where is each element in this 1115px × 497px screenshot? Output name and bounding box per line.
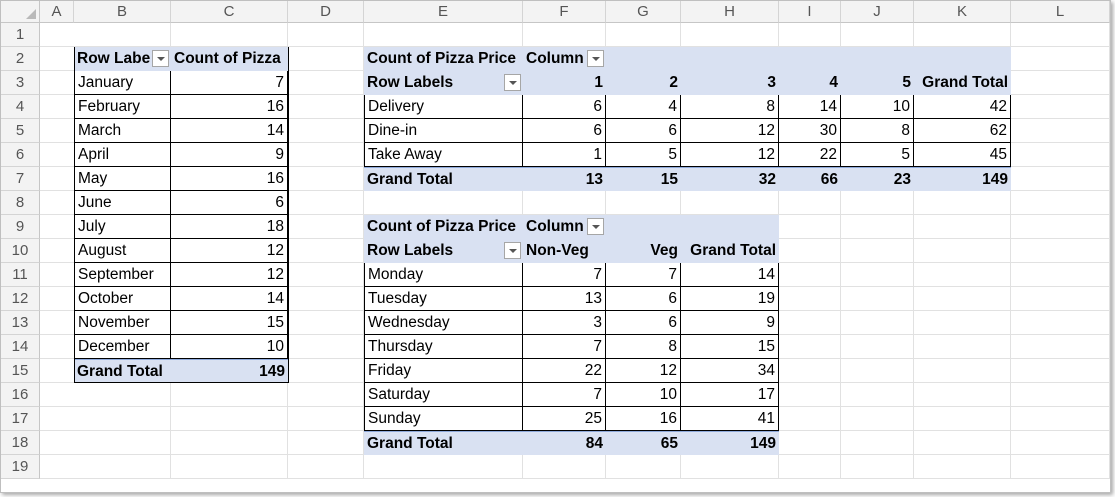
column-header-a[interactable]: A (40, 1, 74, 23)
order-type-value[interactable]: 6 (606, 119, 681, 143)
pivot-month-header-count[interactable]: Count of Pizza (171, 47, 288, 71)
column-header-i[interactable]: I (779, 1, 841, 23)
column-header-l[interactable]: L (1011, 1, 1110, 23)
month-count[interactable]: 16 (171, 167, 288, 191)
day-value[interactable]: 7 (523, 383, 606, 407)
month-count[interactable]: 6 (171, 191, 288, 215)
pivot-day-row-labels[interactable]: Row Labels (364, 239, 523, 263)
month-count[interactable]: 12 (171, 239, 288, 263)
pivot-day-grand-total-value[interactable]: 149 (681, 431, 779, 455)
column-header-e[interactable]: E (364, 1, 523, 23)
day-value[interactable]: 8 (606, 335, 681, 359)
pivot-day-col-header[interactable]: Grand Total (681, 239, 779, 263)
order-type-value[interactable]: 5 (606, 143, 681, 167)
column-header-d[interactable]: D (288, 1, 364, 23)
order-type-label[interactable]: Dine-in (364, 119, 523, 143)
order-type-value[interactable]: 30 (779, 119, 841, 143)
pivot-type-grand-total-value[interactable]: 23 (841, 167, 914, 191)
day-value[interactable]: 25 (523, 407, 606, 431)
order-type-value[interactable]: 5 (841, 143, 914, 167)
order-type-value[interactable]: 62 (914, 119, 1011, 143)
pivot-type-grand-total-value[interactable]: 13 (523, 167, 606, 191)
row-labels-filter-dropdown[interactable] (504, 242, 521, 259)
pivot-day-grand-total-value[interactable]: 65 (606, 431, 681, 455)
order-type-value[interactable]: 12 (681, 119, 779, 143)
row-header-8[interactable]: 8 (1, 191, 40, 215)
column-header-c[interactable]: C (171, 1, 288, 23)
pivot-type-header-fill (841, 47, 914, 71)
pivot-type-col-header[interactable]: 2 (606, 71, 681, 95)
day-value[interactable]: 15 (681, 335, 779, 359)
pivot-day-title[interactable]: Count of Pizza Price (364, 215, 523, 239)
day-value[interactable]: 7 (606, 263, 681, 287)
row-header-14[interactable]: 14 (1, 335, 40, 359)
row-labels-filter-dropdown[interactable] (152, 50, 169, 67)
pivot-type-header-fill (606, 47, 681, 71)
pivot-month-header-row-labels[interactable]: Row Labe (74, 47, 171, 71)
row-header-5[interactable]: 5 (1, 119, 40, 143)
month-label[interactable]: December (74, 335, 171, 359)
day-value[interactable]: 14 (681, 263, 779, 287)
pivot-day-header-fill (681, 215, 779, 239)
day-value[interactable]: 6 (606, 287, 681, 311)
order-type-label[interactable]: Delivery (364, 95, 523, 119)
pivot-month-grand-total-label[interactable]: Grand Total (74, 359, 171, 383)
pivot-type-col-header[interactable]: Grand Total (914, 71, 1011, 95)
order-type-value[interactable]: 1 (523, 143, 606, 167)
row-header-2[interactable]: 2 (1, 47, 40, 71)
order-type-value[interactable]: 45 (914, 143, 1011, 167)
month-label[interactable]: July (74, 215, 171, 239)
pivot-type-col-header[interactable]: 4 (779, 71, 841, 95)
month-label[interactable]: October (74, 287, 171, 311)
pivot-type-col-header[interactable]: 3 (681, 71, 779, 95)
order-type-value[interactable]: 8 (841, 119, 914, 143)
month-count[interactable]: 12 (171, 263, 288, 287)
column-header-f[interactable]: F (523, 1, 606, 23)
day-value[interactable]: 34 (681, 359, 779, 383)
day-value[interactable]: 22 (523, 359, 606, 383)
pivot-type-row-labels[interactable]: Row Labels (364, 71, 523, 95)
row-header-9[interactable]: 9 (1, 215, 40, 239)
pivot-type-col-header[interactable]: 1 (523, 71, 606, 95)
row-header-4[interactable]: 4 (1, 95, 40, 119)
row-header-10[interactable]: 10 (1, 239, 40, 263)
pivot-day-col-header[interactable]: Non-Veg (523, 239, 606, 263)
order-type-value[interactable]: 14 (779, 95, 841, 119)
row-header-1[interactable]: 1 (1, 23, 40, 47)
order-type-value[interactable]: 8 (681, 95, 779, 119)
day-value[interactable]: 6 (606, 311, 681, 335)
row-header-13[interactable]: 13 (1, 311, 40, 335)
row-header-6[interactable]: 6 (1, 143, 40, 167)
month-count[interactable]: 15 (171, 311, 288, 335)
column-header-b[interactable]: B (74, 1, 171, 23)
day-label[interactable]: Thursday (364, 335, 523, 359)
month-label[interactable]: August (74, 239, 171, 263)
pivot-day-columns-label[interactable]: Column (523, 215, 606, 239)
day-value[interactable]: 10 (606, 383, 681, 407)
row-header-15[interactable]: 15 (1, 359, 40, 383)
day-label[interactable]: Monday (364, 263, 523, 287)
day-value[interactable]: 12 (606, 359, 681, 383)
day-value[interactable]: 7 (523, 263, 606, 287)
row-labels-filter-dropdown[interactable] (504, 74, 521, 91)
day-label[interactable]: Friday (364, 359, 523, 383)
month-count[interactable]: 14 (171, 287, 288, 311)
pivot-type-header-fill (779, 47, 841, 71)
gridline-horizontal (40, 478, 1110, 479)
month-count[interactable]: 14 (171, 119, 288, 143)
month-label[interactable]: January (74, 71, 171, 95)
order-type-value[interactable]: 4 (606, 95, 681, 119)
month-label[interactable]: February (74, 95, 171, 119)
order-type-value[interactable]: 12 (681, 143, 779, 167)
month-label[interactable]: May (74, 167, 171, 191)
month-count[interactable]: 9 (171, 143, 288, 167)
month-count[interactable]: 10 (171, 335, 288, 359)
row-header-19[interactable]: 19 (1, 455, 40, 479)
day-label[interactable]: Tuesday (364, 287, 523, 311)
day-value[interactable]: 7 (523, 335, 606, 359)
row-header-7[interactable]: 7 (1, 167, 40, 191)
day-label[interactable]: Wednesday (364, 311, 523, 335)
month-count[interactable]: 16 (171, 95, 288, 119)
month-count[interactable]: 18 (171, 215, 288, 239)
day-value[interactable]: 16 (606, 407, 681, 431)
order-type-value[interactable]: 6 (523, 95, 606, 119)
column-header-h[interactable]: H (681, 1, 779, 23)
column-labels-filter-dropdown[interactable] (587, 50, 604, 67)
order-type-value[interactable]: 22 (779, 143, 841, 167)
row-header-17[interactable]: 17 (1, 407, 40, 431)
row-header-18[interactable]: 18 (1, 431, 40, 455)
day-value[interactable]: 3 (523, 311, 606, 335)
day-label[interactable]: Sunday (364, 407, 523, 431)
pivot-type-columns-label[interactable]: Column (523, 47, 606, 71)
order-type-value[interactable]: 10 (841, 95, 914, 119)
day-value[interactable]: 13 (523, 287, 606, 311)
day-label[interactable]: Saturday (364, 383, 523, 407)
pivot-type-col-header[interactable]: 5 (841, 71, 914, 95)
column-header-g[interactable]: G (606, 1, 681, 23)
row-header-12[interactable]: 12 (1, 287, 40, 311)
month-label[interactable]: April (74, 143, 171, 167)
month-label[interactable]: September (74, 263, 171, 287)
pivot-type-grand-total-label[interactable]: Grand Total (364, 167, 523, 191)
pivot-type-header-fill (914, 47, 1011, 71)
row-header-11[interactable]: 11 (1, 263, 40, 287)
pivot-type-grand-total-value[interactable]: 15 (606, 167, 681, 191)
order-type-label[interactable]: Take Away (364, 143, 523, 167)
pivot-type-header-fill (681, 47, 779, 71)
pivot-day-grand-total-label[interactable]: Grand Total (364, 431, 523, 455)
column-labels-filter-dropdown[interactable] (587, 218, 604, 235)
pivot-day-col-header[interactable]: Veg (606, 239, 681, 263)
day-value[interactable]: 41 (681, 407, 779, 431)
pivot-type-title[interactable]: Count of Pizza Price (364, 47, 523, 71)
pivot-type-grand-total-value[interactable]: 32 (681, 167, 779, 191)
gridline-vertical (1109, 23, 1110, 479)
day-value[interactable]: 9 (681, 311, 779, 335)
pivot-type-grand-total-value[interactable]: 66 (779, 167, 841, 191)
month-count[interactable]: 7 (171, 71, 288, 95)
pivot-type-grand-total-value[interactable]: 149 (914, 167, 1011, 191)
order-type-value[interactable]: 6 (523, 119, 606, 143)
pivot-month-grand-total-value[interactable]: 149 (171, 359, 288, 383)
column-header-j[interactable]: J (841, 1, 914, 23)
pivot-day-header-fill (606, 215, 681, 239)
row-header-3[interactable]: 3 (1, 71, 40, 95)
column-header-k[interactable]: K (914, 1, 1011, 23)
day-value[interactable]: 19 (681, 287, 779, 311)
month-label[interactable]: June (74, 191, 171, 215)
row-header-16[interactable]: 16 (1, 383, 40, 407)
month-label[interactable]: March (74, 119, 171, 143)
order-type-value[interactable]: 42 (914, 95, 1011, 119)
pivot-day-grand-total-value[interactable]: 84 (523, 431, 606, 455)
select-all-corner[interactable] (1, 1, 40, 23)
month-label[interactable]: November (74, 311, 171, 335)
day-value[interactable]: 17 (681, 383, 779, 407)
